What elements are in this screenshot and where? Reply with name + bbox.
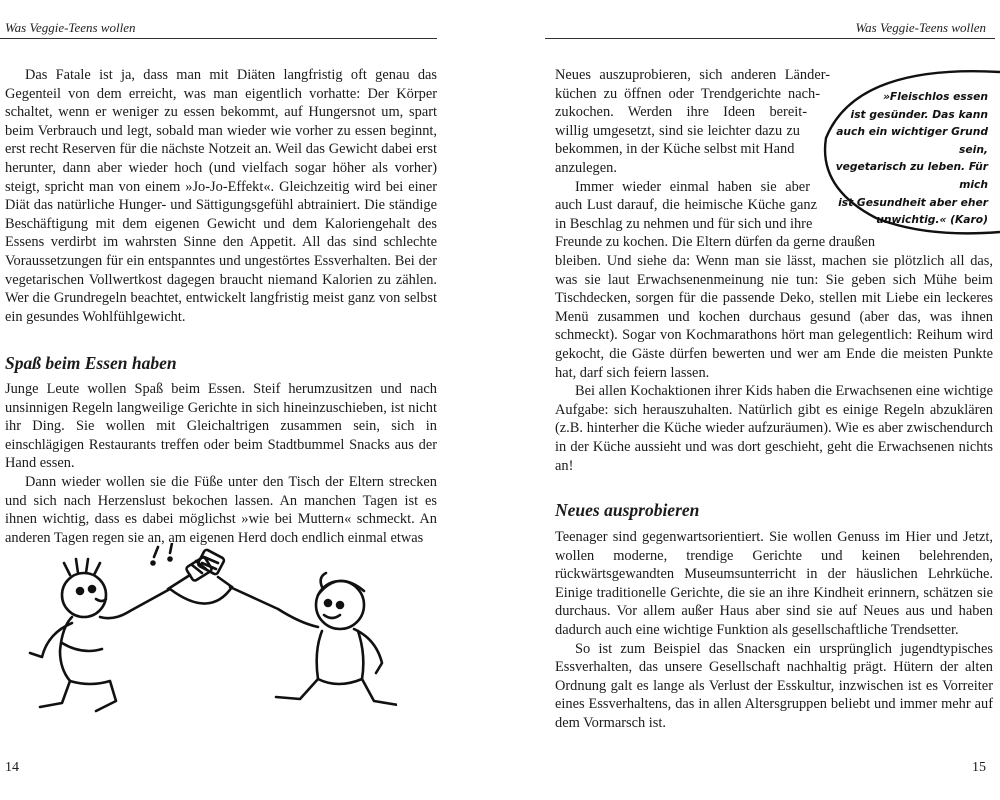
wrap-line: bekommen, in der Küche selbst mit Hand <box>555 141 795 158</box>
wrap-line: willig umgesetzt, sind sie leichter dazu zu <box>555 122 800 139</box>
page-number-right: 15 <box>972 760 986 775</box>
wrap-line: zukochen. Werden ihre Ideen bereit- <box>555 104 807 121</box>
right-figure-arm <box>230 587 318 627</box>
paragraph-young-people: Junge Leute wollen Spaß beim Essen. Steif herumzusitzen und nach unsinnigen Regeln langweilige Gerichte in sich hineinzuschieben, ist nicht ihr Ding. Sie wollen mit Gleichaltrigen zusammen sein, sich in einschlägigen Restaurants treffen oder beim Stadtbummel Snacks aus der Hand essen. <box>5 381 437 472</box>
left-text-block-1 <box>5 66 437 326</box>
running-head-left: Was Veggie-Teens wollen <box>5 20 136 35</box>
cartoon-illustration <box>22 543 397 723</box>
header-rule-right <box>545 38 995 39</box>
paragraph-cooking-party: bleiben. Und siehe da: Wenn man sie lässt, machen sie plötzlich all das, was sie laut Erwachsenenmeinung nie tun: Sie geben sich Mühe beim Tischdecken, sorgen für die passende Deko, stellen mit Liebe ein leckeres Menü zusammen und kochen durchaus gesund (aber das, was ihnen schmeckt). Sogar von Kochmarathons hört man gelegentlich: Reihum wird gekocht, die Gäste dürfen bewerten und wer am Ende die meisten Punkte hat, darf sich feiern lassen. <box>555 253 993 381</box>
section-heading-neues: Neues ausprobieren <box>555 500 700 520</box>
wrap-line: Freunde zu kochen. Die Eltern dürfen da gerne draußen <box>555 234 876 251</box>
paragraph-kids-cooking: Bei allen Kochaktionen ihrer Kids haben die Erwachsenen eine wichtige Aufgabe: sich herauszuhalten. Natürlich gibt es einige Regeln abzuklären (z.B. hinterher die Küche wieder aufzuräumen). Wie es aber zwischendurch in der Küche aussieht und was dort geschieht, geht die Erwachsenen nichts an! <box>555 383 993 474</box>
paragraph-teenager: Teenager sind gegenwartsorientiert. Sie wollen Genuss im Hier und Jetzt, wollen moderne, trendige Gerichte und keinen belehrenden, rückwärtsgewandten Museumsunterricht in der häuslichen Lehrküche. Einige traditionelle Gerichte, die sie an ihre Kindheit erinnern, schätzen sie durchaus. Vor allem außer Haus aber sind sie auf Neues aus und haben dadurch auch eine wichtige Funktion als gesellschaftliche Trendsetter. <box>555 529 993 638</box>
left-figure-arm <box>100 589 170 618</box>
quote-line: unwichtig.« (Karo) <box>876 213 988 227</box>
page-number-left: 14 <box>5 760 19 775</box>
quote-line: vegetarisch zu leben. Für mich <box>835 160 988 191</box>
right-text-wrap-block <box>555 66 876 252</box>
right-text-block-1 <box>555 252 993 475</box>
right-text-block-2 <box>555 528 993 733</box>
right-page <box>500 0 1000 800</box>
wrap-line: auch Lust darauf, die heimische Küche ganz <box>555 197 817 214</box>
paragraph-parents-table: Dann wieder wollen sie die Füße unter den Tisch der Eltern strecken und sich nach Herzenslust bekochen lassen. An manchen Tagen ist es ihnen wichtig, dass es dabei möglichst »wie bei Muttern« schmeckt. An anderen Tagen regen sie an, am eigenen Herd doch endlich einmal etwas <box>5 473 437 546</box>
wrap-line: anzulegen. <box>555 159 617 176</box>
quote-line: »Fleischlos essen <box>882 90 988 103</box>
quote-line: ist gesünder. Das kann <box>850 107 988 121</box>
header-rule-left <box>0 38 437 39</box>
left-figure-head <box>62 573 106 617</box>
paragraph-diets: Das Fatale ist ja, dass man mit Diäten langfristig oft genau das Gegenteil von dem erreicht, was man eigentlich vorhatte: Der Körper schaltet, wenn er weniger zu essen bekommt, auf Hungersnot um, spart beim Verbrauch und legt, sobald man wieder wie vorher zu essen beginnt, erst recht Reserven für die nächste Notzeit an. Weil das Gewicht dabei erst herunter, dann aber wieder hoch (und vielfach sogar höher als vorher) steigt, spricht man von einem »Jo-Jo-Effekt«. Gleichzeitig wird bei einer Diät das natürliche Hunger- und Sättigungsgefühl abtrainiert. Die ständige Beschäftigung mit dem eigenen Gewicht und dem Kaloriengehalt des Essens verdirbt im wahrsten Sinne den Appetit. All das sind schlechte Voraussetzungen für ein entspanntes und ungestörtes Essverhalten. Bei der vegetarischen Vollwertkost dagegen braucht niemand Kalorien zu zählen. Wer die Grundregeln beachtet, entwickelt langfristig meist ganz von selbst ein gesundes Wohlfühlgewicht. <box>5 67 437 325</box>
running-head-right: Was Veggie-Teens wollen <box>855 20 986 35</box>
left-text-block-2 <box>5 380 437 547</box>
section-heading-spass: Spaß beim Essen haben <box>5 353 177 373</box>
quote-text <box>818 88 988 229</box>
wrap-line: küchen zu öffnen oder Trendgerichte nach- <box>555 85 820 102</box>
quote-line: ist Gesundheit aber eher <box>838 195 988 209</box>
wrap-line: in Beschlag zu nehmen und für sich und ihre <box>555 215 813 232</box>
paragraph-snacking: So ist zum Beispiel das Snacken ein ursprünglich jugendtypisches Essverhalten, das unsere Gesellschaft nachhaltig prägt. Hütern der alten Ordnung galt es lange als Verlust der Esskultur, inzwischen ist es Vorreiter eines Essverhaltens, das in allen Altersgruppen beliebt und immer mehr auf dem Vormarsch ist. <box>555 640 993 731</box>
wrap-line: Immer wieder einmal haben sie aber <box>575 178 810 195</box>
quote-line: auch ein wichtiger Grund sein, <box>836 125 988 156</box>
wrap-line: Neues auszuprobieren, sich anderen Länder- <box>555 67 830 83</box>
